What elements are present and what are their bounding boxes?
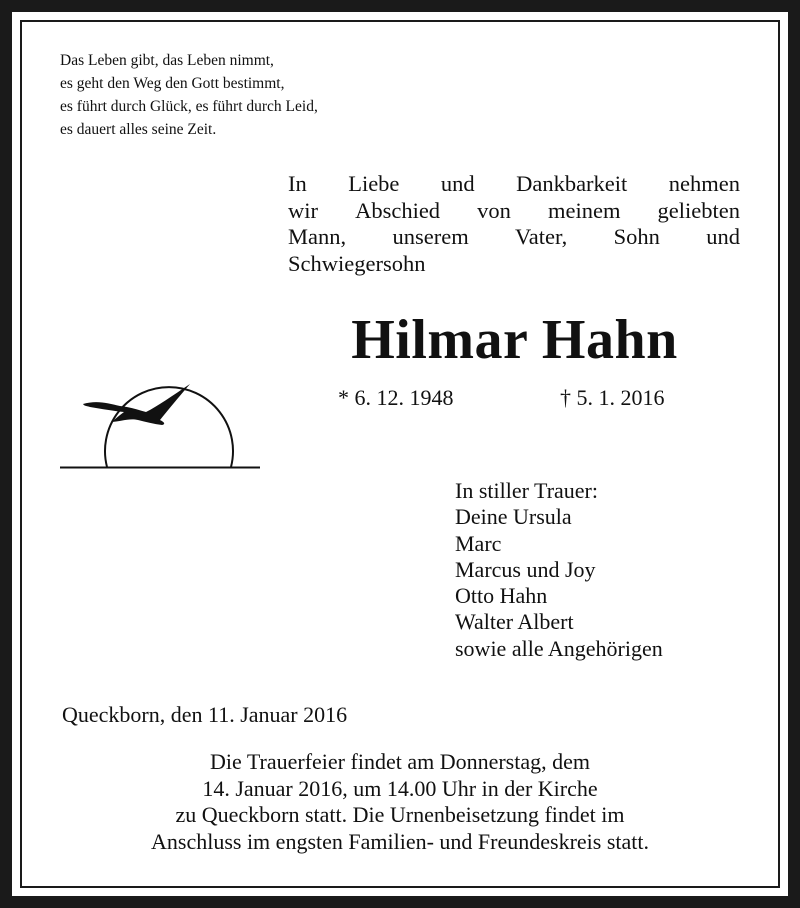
- intro-word: unserem: [392, 224, 469, 249]
- service-line: zu Queckborn statt. Die Urnenbeisetzung findet im: [175, 802, 625, 827]
- intro-word: und: [440, 171, 475, 196]
- intro-word: Abschied: [355, 197, 441, 223]
- deceased-name: Hilmar Hahn: [351, 309, 678, 371]
- service-info: [60, 749, 740, 855]
- poem-line: es geht den Weg den Gott bestimmt,: [60, 75, 285, 92]
- intro-word: meinem: [547, 197, 621, 223]
- intro-word: wir: [288, 197, 318, 223]
- seagull-sunset-icon: [58, 376, 262, 472]
- service-line: Anschluss im engsten Familien- und Freundeskreis statt.: [151, 828, 649, 854]
- mourner-name: Marc: [455, 530, 502, 556]
- mourner-name: Otto Hahn: [455, 583, 548, 609]
- mourners-heading: In stiller Trauer:: [455, 478, 598, 503]
- intro-word: von: [477, 197, 511, 223]
- poem-line: Das Leben gibt, das Leben nimmt,: [60, 52, 274, 69]
- seagull-icon: [83, 384, 190, 425]
- service-line: 14. Januar 2016, um 14.00 Uhr in der Kirche: [202, 775, 598, 801]
- intro-word: Mann,: [288, 224, 347, 249]
- mourner-name: Walter Albert: [455, 609, 574, 635]
- mourners-block: [455, 478, 663, 662]
- birth-date: * 6. 12. 1948: [338, 385, 454, 410]
- intro-word: In: [288, 171, 307, 196]
- intro-line: [288, 171, 740, 198]
- intro-word: Schwiegersohn: [288, 250, 426, 276]
- service-line: Die Trauerfeier findet am Donnerstag, dem: [210, 749, 590, 774]
- poem-line: es führt durch Glück, es führt durch Leid,: [60, 98, 318, 115]
- mourner-name: Deine Ursula: [455, 504, 572, 530]
- mourner-name: sowie alle Angehörigen: [455, 635, 663, 661]
- intro-line: [288, 251, 740, 278]
- mourner-name: Marcus und Joy: [455, 556, 596, 582]
- intro-word: nehmen: [668, 171, 740, 196]
- intro-line: [288, 224, 740, 251]
- intro-word: geliebten: [657, 197, 740, 223]
- poem: [60, 49, 318, 141]
- place-date: Queckborn, den 11. Januar 2016: [62, 702, 348, 727]
- death-date: † 5. 1. 2016: [560, 385, 665, 410]
- intro-word: Vater,: [515, 224, 568, 249]
- intro-word: Dankbarkeit: [516, 171, 628, 196]
- intro-word: Sohn: [613, 224, 660, 249]
- intro-word: Liebe: [348, 171, 400, 196]
- intro-word: und: [706, 224, 740, 249]
- intro-text: [288, 171, 740, 277]
- poem-line: es dauert alles seine Zeit.: [60, 121, 217, 138]
- intro-line: [288, 198, 740, 225]
